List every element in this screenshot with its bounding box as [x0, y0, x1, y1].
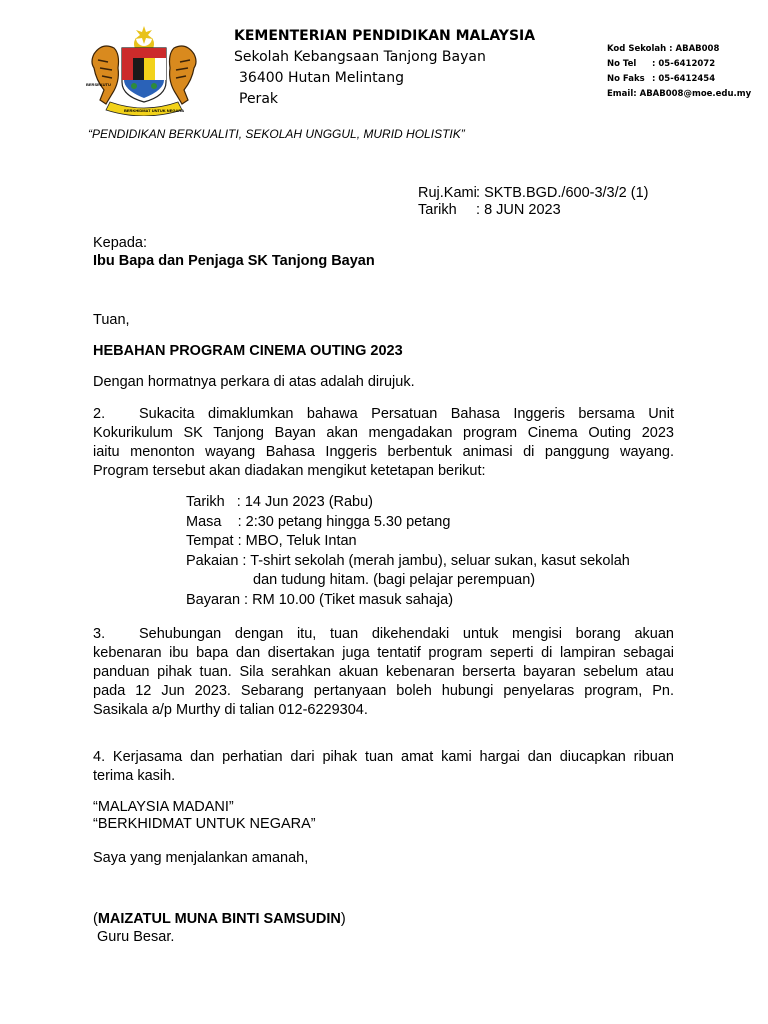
para4-line: terima kasih.: [93, 768, 176, 784]
signatory-name-text: MAIZATUL MUNA BINTI SAMSUDIN: [97, 911, 341, 927]
detail-value: 14 Jun 2023 (Rabu): [244, 494, 374, 510]
detail-row: Masa : 2:30 petang hingga 5.30 petang: [186, 513, 451, 530]
ruj-label: Ruj.Kami: [418, 185, 477, 201]
date-label: Tarikh: [418, 202, 457, 218]
crest-caption-right: BERKHIDMAT UNTUK NEGARA: [124, 108, 185, 113]
intro: Dengan hormatnya perkara di atas adalah dirujuk.: [93, 374, 415, 390]
salutation: Tuan,: [93, 312, 130, 328]
school-state: Perak: [239, 91, 278, 107]
school-name: Sekolah Kebangsaan Tanjong Bayan: [234, 49, 486, 65]
para4-line: 4. Kerjasama dan perhatian dari pihak tuan amat kami hargai dan diucapkan ribuan: [93, 749, 674, 765]
slogan-2: “BERKHIDMAT UNTUK NEGARA”: [93, 816, 316, 832]
reference-ruj: Ruj.Kami: SKTB.BGD./600-3/3/2 (1): [418, 185, 649, 201]
contact-row: [607, 74, 751, 89]
signatory-name: (MAIZATUL MUNA BINTI SAMSUDIN): [93, 911, 346, 927]
details-block: [186, 493, 630, 610]
ruj-value: SKTB.BGD./600-3/3/2 (1): [484, 185, 649, 201]
detail-row: Bayaran : RM 10.00 (Tiket masuk sahaja): [186, 591, 454, 608]
detail-row: Tarikh : 14 Jun 2023 (Rabu): [186, 494, 374, 510]
detail-row: [186, 571, 630, 591]
contact-label: No Tel: [607, 59, 637, 69]
contact-sep: :: [652, 74, 656, 84]
contact-value: ABAB008: [675, 44, 720, 54]
para3-line: 3. Sehubungan dengan itu, tuan dikehendaki untuk mengisi borang akuan: [93, 626, 674, 642]
contact-row: [607, 44, 751, 59]
detail-value: RM 10.00 (Tiket masuk sahaja): [252, 591, 454, 608]
para3-line: pada 12 Jun 2023. Sebarang pertanyaan boleh hubungi penyelaras program, Pn.: [93, 683, 674, 699]
contact-label: Email: [607, 89, 634, 99]
reference-date: Tarikh : 8 JUN 2023: [418, 202, 561, 218]
para3-number: 3.: [93, 626, 106, 642]
ministry-name: KEMENTERIAN PENDIDIKAN MALAYSIA: [234, 28, 536, 44]
contact-block: [607, 44, 751, 104]
paragraph-2: [93, 405, 674, 481]
school-address: 36400 Hutan Melintang: [239, 70, 404, 86]
para2-number: 2.: [93, 406, 106, 422]
detail-row: Pakaian : T-shirt sekolah (merah jambu), seluar sukan, kasut sekolah: [186, 552, 630, 569]
contact-value: 05-6412072: [658, 59, 716, 69]
detail-label: Bayaran: [186, 591, 241, 608]
coat-of-arms-logo: [84, 24, 204, 116]
detail-label: Tarikh: [186, 494, 225, 510]
para2-line: 2. Sukacita dimaklumkan bahawa Persatuan Bahasa Inggeris bersama Unit: [93, 406, 674, 422]
contact-row: [607, 59, 751, 74]
paragraph-3: [93, 625, 674, 720]
para3-line: panduan pihak tuan. Sila serahkan akuan kebenaran berserta bayaran sebelum atau: [93, 664, 674, 680]
to-name: Ibu Bapa dan Penjaga SK Tanjong Bayan: [93, 253, 375, 269]
contact-row: [607, 89, 751, 104]
para3-line: Sasikala a/p Murthy di talian 012-6229304.: [93, 702, 368, 718]
detail-label: Tempat: [186, 533, 234, 549]
slogan-1: “MALAYSIA MADANI”: [93, 799, 234, 815]
closing: Saya yang menjalankan amanah,: [93, 850, 309, 866]
contact-value: 05-6412454: [658, 74, 716, 84]
detail-value: dan tudung hitam. (bagi pelajar perempuan): [253, 572, 536, 588]
detail-value: 2:30 petang hingga 5.30 petang: [245, 513, 451, 530]
paragraph-4: [93, 748, 674, 786]
detail-value: MBO, Teluk Intan: [245, 533, 357, 549]
subject: HEBAHAN PROGRAM CINEMA OUTING 2023: [93, 343, 403, 359]
date-value: 8 JUN 2023: [484, 202, 561, 218]
detail-label: Masa: [186, 513, 222, 530]
motto: “PENDIDIKAN BERKUALITI, SEKOLAH UNGGUL, MURID HOLISTIK”: [88, 127, 465, 141]
contact-value: ABAB008@moe.edu.my: [639, 89, 752, 99]
para2-line: Program tersebut akan diadakan mengikut ketetapan berikut:: [93, 463, 486, 479]
contact-sep: :: [669, 44, 673, 54]
crest-caption-left: BERSEKUTU: [86, 82, 111, 87]
detail-value: T-shirt sekolah (merah jambu), seluar sukan, kasut sekolah: [250, 552, 630, 569]
contact-label: Kod Sekolah: [607, 44, 667, 54]
contact-sep: :: [633, 89, 637, 99]
para2-line: Kokurikulum SK Tanjong Bayan akan mengadakan program Cinema Outing 2023: [93, 425, 674, 441]
detail-label: Pakaian: [186, 552, 239, 569]
contact-label: No Faks: [607, 74, 645, 84]
para2-line: iaitu menonton wayang Bahasa Inggeris berbentuk animasi di panggung wayang.: [93, 444, 674, 460]
para3-line: kebenaran ibu bapa dan disertakan juga tentatif program seperti di lampiran sebagai: [93, 645, 674, 661]
contact-sep: :: [652, 59, 656, 69]
signatory-title: Guru Besar.: [97, 929, 175, 945]
to-label: Kepada:: [93, 235, 148, 251]
detail-row: Tempat : MBO, Teluk Intan: [186, 533, 357, 549]
